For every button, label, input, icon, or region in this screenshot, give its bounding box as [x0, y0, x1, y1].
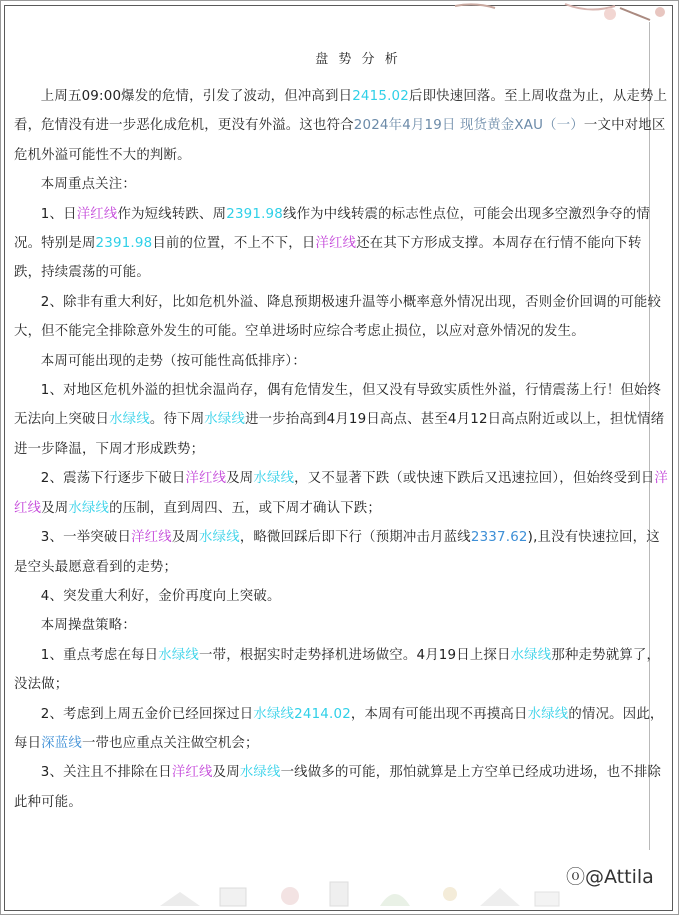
- trend-item-3: 3、一举突破日洋红线及周水绿线，略微回踩后即下行（预期冲击月蓝线2337.62),且没有快速拉回，这是空头最愿意看到的走势；: [14, 530, 660, 575]
- analysis-article: [14, 50, 668, 817]
- corner-decoration: [415, 0, 677, 26]
- focus-item-1: 1、日洋红线作为短线转跌、周2391.98线作为中线转震的标志性点位，可能会出现多空激烈争夺的情况。特别是周2391.98目前的位置，不上不下，日洋红线还在其下方形成支撑。本周存在行情不能向下转跌，持续震荡的可能。: [14, 206, 650, 281]
- strategy-item-2: 2、考虑到上周五金价已经回探过日水绿线2414.02，本周有可能出现不再摸高日水绿线的情况。因此，每日深蓝线一带也应重点关注做空机会；: [14, 706, 664, 751]
- author-watermark: ⓞ@Attila: [566, 866, 654, 888]
- strategy-item-3: 3、关注且不排除在日洋红线及周水绿线一线做多的可能，那怕就算是上方空单已经成功进场，也不排除此种可能。: [14, 765, 662, 810]
- article-reference-link[interactable]: 2024年4月19日 现货黄金XAU（一）: [353, 118, 584, 134]
- focus-item-2: 2、除非有重大利好，比如危机外溢、降息预期极速升温等小概率意外情况出现，否则金价回调的可能较大，但不能完全排除意外发生的可能。空单进场时应综合考虑止损位，以应对意外情况的发生。: [14, 294, 662, 340]
- price-value: 2415.02: [352, 89, 409, 104]
- strategy-item-1: 1、重点考虑在每日水绿线一带，根据实时走势择机进场做空。4月19日上探日水绿线那种走势就算了，没法做；: [14, 647, 661, 693]
- page-title: 盘 势 分 析: [315, 52, 401, 67]
- trend-item-1: 1、对地区危机外溢的担忧余温尚存，偶有危情发生，但又没有导致实质性外溢，行情震荡上行！但始终无法向上突破日水绿线。待下周水绿线进一步抬高到4月19日高点、甚至4月12日高点附近或以上，担忧情绪进一步降温，下周才形成跌势；: [14, 383, 665, 457]
- trend-heading: 本周可能出现的走势（按可能性高低排序）：: [40, 353, 306, 369]
- trend-item-2: 2、震荡下行逐步下破日洋红线及周水绿线，又不显著下跌（或快速下跌后又迅速拉回），但始终受到日洋红线及周水绿线的压制，直到周四、五，或下周才确认下跌；: [14, 471, 669, 516]
- bottom-decoration: [150, 862, 570, 910]
- platform-logo-icon: ⓞ: [566, 866, 586, 888]
- focus-heading: 本周重点关注：: [40, 177, 136, 193]
- strategy-heading: 本周操盘策略：: [40, 618, 136, 634]
- intro-paragraph: 上周五09:00爆发的危情，引发了波动，但冲高到日2415.02后即快速回落。至上周收盘为止，从走势上看，危情没有进一步恶化成危机，更没有外溢。这也符合2024年4月19日 现货黄金XAU（一）一文中对地区危机外溢可能性不大的判断。: [14, 89, 668, 163]
- trend-item-4: 4、突发重大利好，金价再度向上突破。: [40, 588, 281, 604]
